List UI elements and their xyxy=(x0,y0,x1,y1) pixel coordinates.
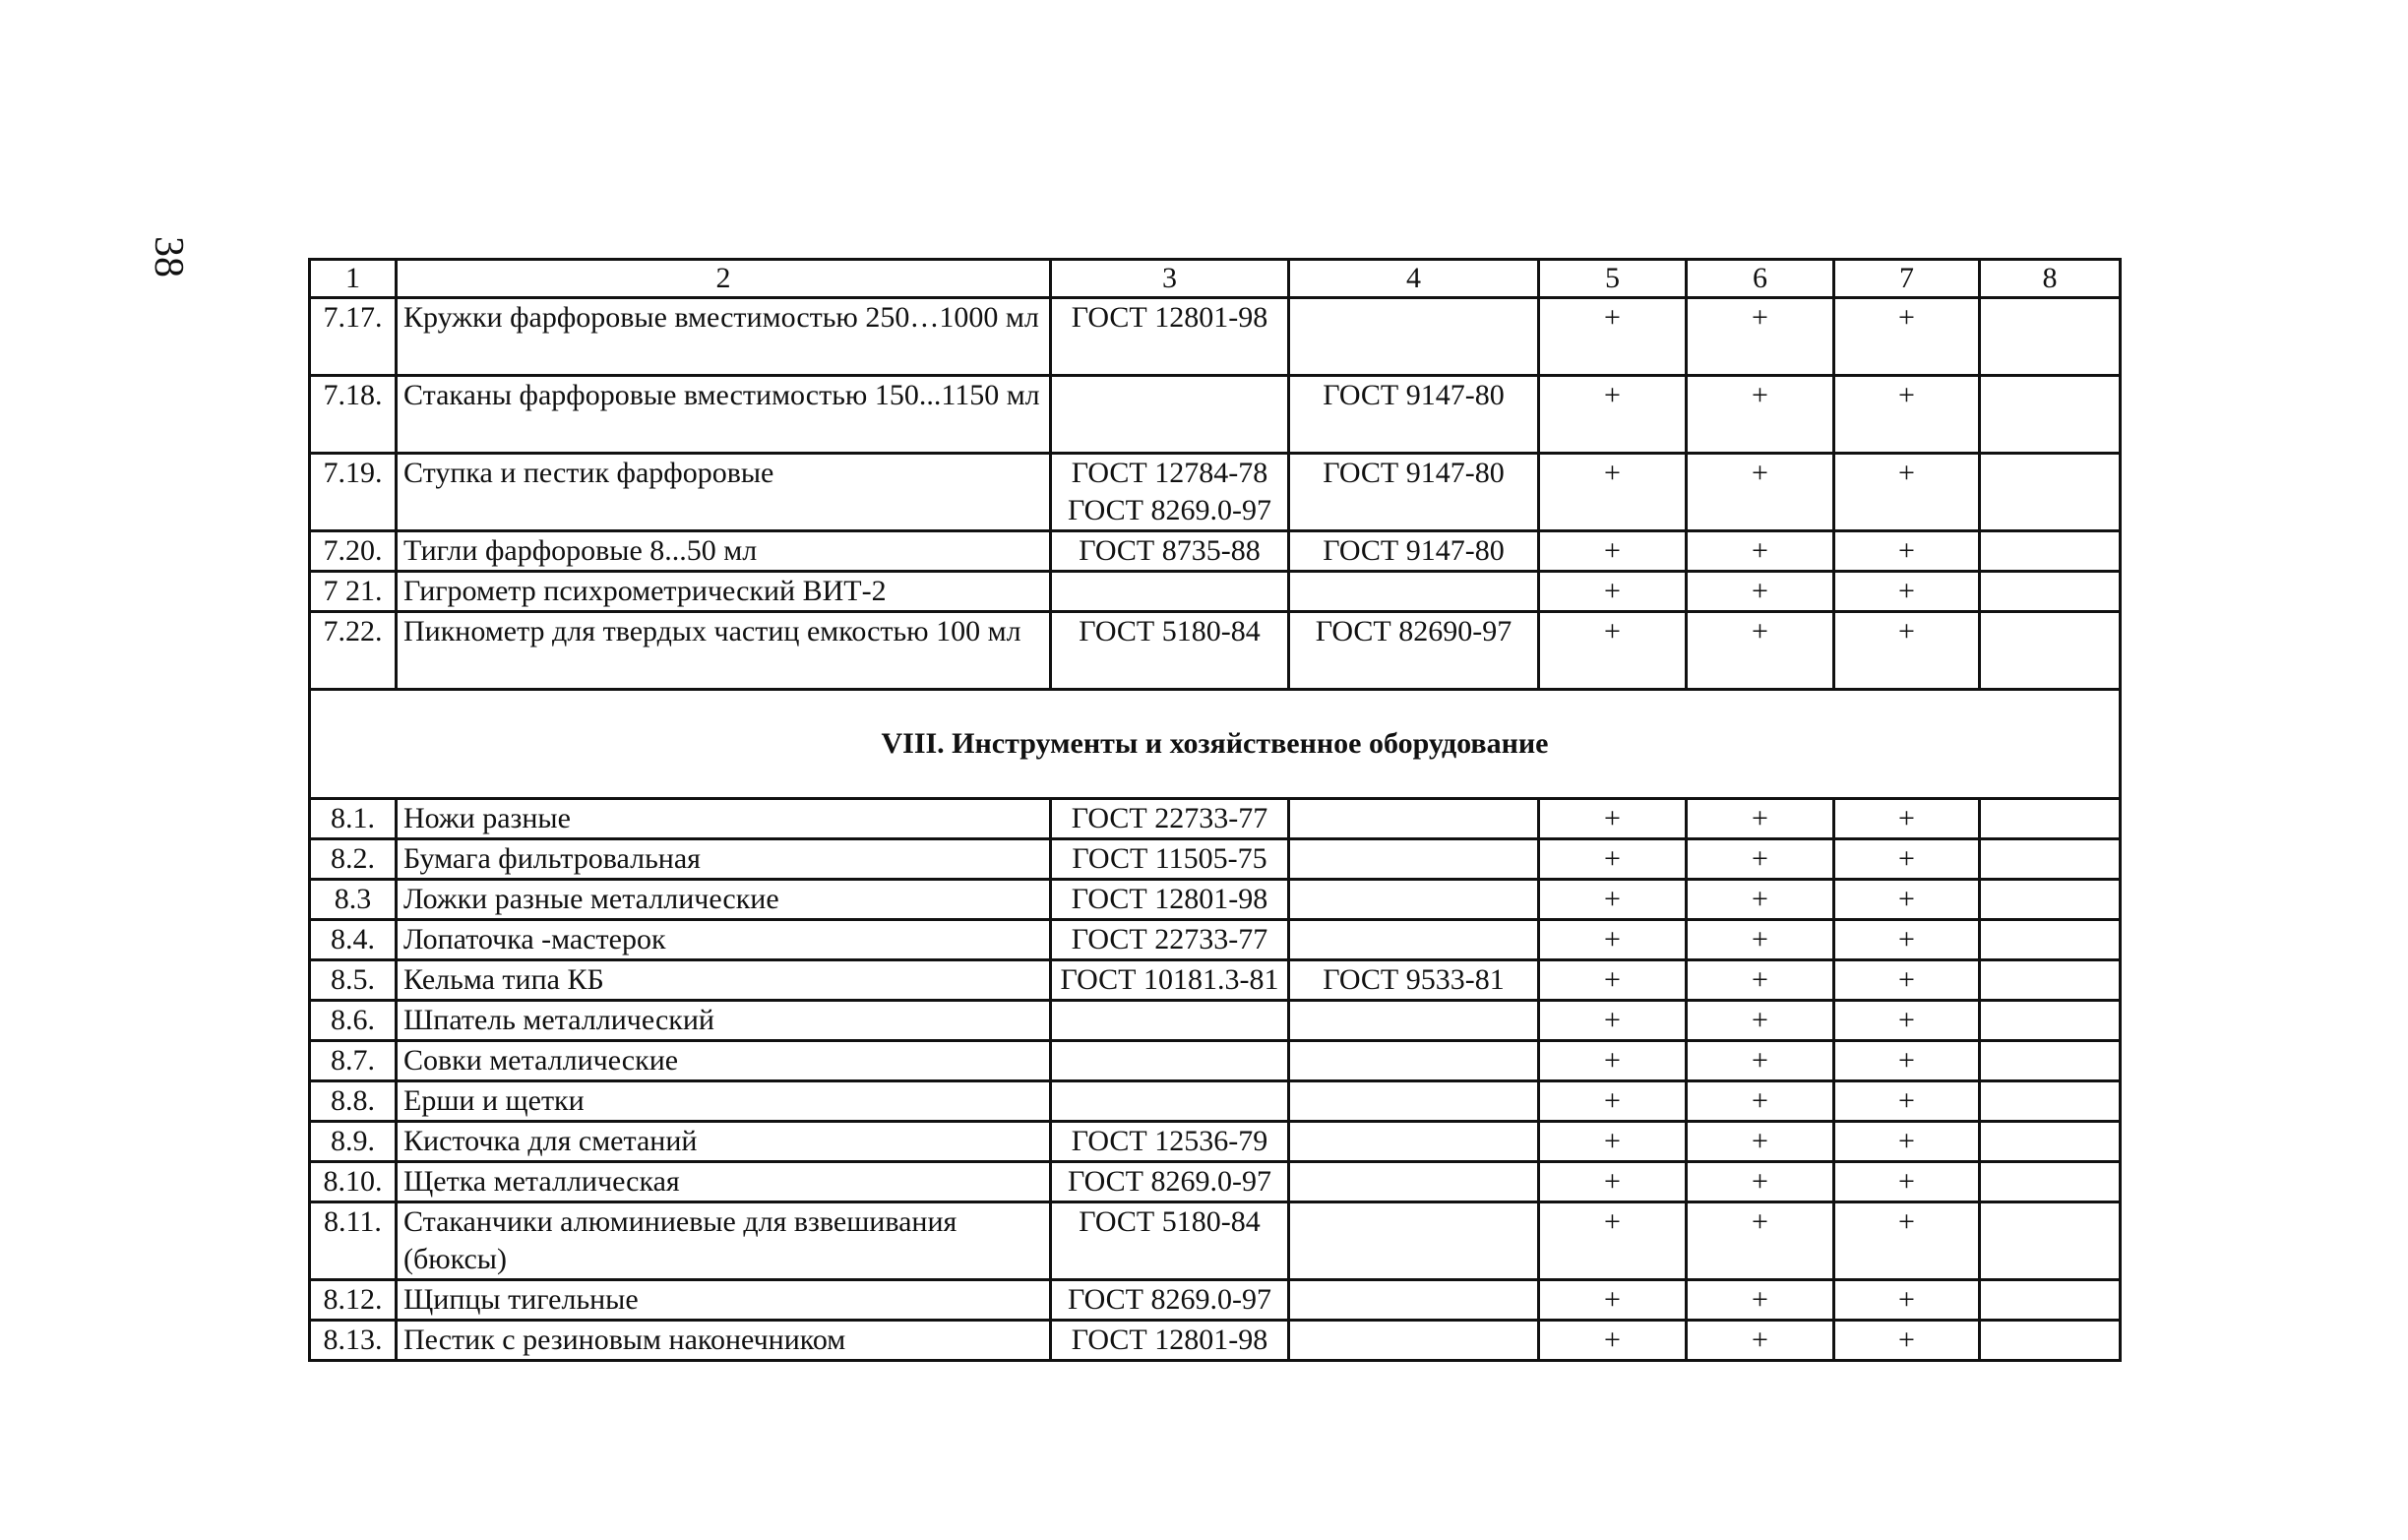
mark-col5: + xyxy=(1539,799,1687,839)
mark-col8 xyxy=(1980,960,2121,1001)
item-number: 8.7. xyxy=(310,1041,397,1081)
gost-standard-col4: ГОСТ 9147-80 xyxy=(1289,454,1539,531)
gost-standard: ГОСТ 12801-98 xyxy=(1071,1324,1268,1356)
table-row xyxy=(310,376,2121,454)
gost-standard-col4 xyxy=(1289,1001,1539,1041)
item-name: Стаканы фарфоровые вместимостью 150...1150 мл xyxy=(397,376,1051,454)
item-name: Пикнометр для твердых частиц емкостью 100 мл xyxy=(397,612,1051,690)
mark-col8 xyxy=(1980,799,2121,839)
item-number: 8.11. xyxy=(310,1202,397,1280)
gost-standard-col4 xyxy=(1289,572,1539,612)
item-name: Кельма типа КБ xyxy=(397,960,1051,1001)
gost-standard: ГОСТ 12784-78 xyxy=(1071,457,1268,489)
gost-standard-col3 xyxy=(1051,572,1289,612)
item-name: Бумага фильтровальная xyxy=(397,839,1051,880)
table-row xyxy=(310,1280,2121,1321)
mark-col5: + xyxy=(1539,1162,1687,1202)
mark-col8 xyxy=(1980,880,2121,920)
mark-col7: + xyxy=(1834,799,1980,839)
gost-standard: ГОСТ 5180-84 xyxy=(1079,615,1261,647)
item-name: Тигли фарфоровые 8...50 мл xyxy=(397,531,1051,572)
gost-standard-col4: ГОСТ 82690-97 xyxy=(1289,612,1539,690)
mark-col5: + xyxy=(1539,531,1687,572)
item-number: 7.20. xyxy=(310,531,397,572)
table-row xyxy=(310,298,2121,376)
table-row xyxy=(310,612,2121,690)
mark-col5: + xyxy=(1539,1321,1687,1361)
table-row xyxy=(310,1041,2121,1081)
mark-col6: + xyxy=(1687,1001,1834,1041)
mark-col7: + xyxy=(1834,1202,1980,1280)
gost-standard-col3 xyxy=(1051,1081,1289,1122)
gost-standard-col4 xyxy=(1289,1202,1539,1280)
gost-standard-col3 xyxy=(1051,531,1289,572)
gost-standard-col4 xyxy=(1289,1162,1539,1202)
mark-col8 xyxy=(1980,1001,2121,1041)
gost-standard-col4 xyxy=(1289,920,1539,960)
item-name: Ерши и щетки xyxy=(397,1081,1051,1122)
gost-standard-col4 xyxy=(1289,799,1539,839)
gost-standard-col3 xyxy=(1051,960,1289,1001)
item-name: Ножи разные xyxy=(397,799,1051,839)
gost-standard-col4 xyxy=(1289,1280,1539,1321)
mark-col6: + xyxy=(1687,920,1834,960)
mark-col7: + xyxy=(1834,1122,1980,1162)
mark-col8 xyxy=(1980,298,2121,376)
mark-col5: + xyxy=(1539,839,1687,880)
gost-standard: ГОСТ 8269.0-97 xyxy=(1068,1283,1271,1316)
mark-col5: + xyxy=(1539,1202,1687,1280)
table-row xyxy=(310,1081,2121,1122)
column-header: 6 xyxy=(1687,260,1834,298)
gost-standard: ГОСТ 12801-98 xyxy=(1071,883,1268,915)
mark-col5: + xyxy=(1539,1122,1687,1162)
mark-col6: + xyxy=(1687,1081,1834,1122)
mark-col5: + xyxy=(1539,880,1687,920)
gost-standard-col3 xyxy=(1051,1162,1289,1202)
mark-col6: + xyxy=(1687,454,1834,531)
item-number: 8.1. xyxy=(310,799,397,839)
table-row xyxy=(310,920,2121,960)
gost-standard-col4 xyxy=(1289,298,1539,376)
mark-col7: + xyxy=(1834,572,1980,612)
item-name: Стаканчики алюминиевые для взвешивания (бюксы) xyxy=(397,1202,1051,1280)
gost-standard-col3 xyxy=(1051,376,1289,454)
mark-col7: + xyxy=(1834,1081,1980,1122)
mark-col6: + xyxy=(1687,960,1834,1001)
gost-standard: ГОСТ 12536-79 xyxy=(1071,1125,1268,1157)
table-row xyxy=(310,960,2121,1001)
gost-standard-col4: ГОСТ 9147-80 xyxy=(1289,531,1539,572)
mark-col7: + xyxy=(1834,454,1980,531)
mark-col6: + xyxy=(1687,1041,1834,1081)
table-body xyxy=(310,260,2121,1361)
item-number: 7.18. xyxy=(310,376,397,454)
gost-standard-col3 xyxy=(1051,839,1289,880)
mark-col6: + xyxy=(1687,839,1834,880)
mark-col5: + xyxy=(1539,572,1687,612)
item-name: Кисточка для сметаний xyxy=(397,1122,1051,1162)
mark-col8 xyxy=(1980,376,2121,454)
item-name: Гигрометр психрометрический ВИТ-2 xyxy=(397,572,1051,612)
gost-standard-col4 xyxy=(1289,839,1539,880)
mark-col6: + xyxy=(1687,1280,1834,1321)
item-number: 8.8. xyxy=(310,1081,397,1122)
mark-col7: + xyxy=(1834,839,1980,880)
mark-col8 xyxy=(1980,1202,2121,1280)
mark-col7: + xyxy=(1834,298,1980,376)
gost-standard: ГОСТ 8735-88 xyxy=(1079,534,1261,567)
item-name: Щетка металлическая xyxy=(397,1162,1051,1202)
table-row xyxy=(310,839,2121,880)
mark-col6: + xyxy=(1687,531,1834,572)
item-number: 7.22. xyxy=(310,612,397,690)
mark-col5: + xyxy=(1539,1041,1687,1081)
mark-col6: + xyxy=(1687,799,1834,839)
mark-col7: + xyxy=(1834,1001,1980,1041)
gost-standard: ГОСТ 11505-75 xyxy=(1072,842,1267,875)
mark-col7: + xyxy=(1834,880,1980,920)
mark-col7: + xyxy=(1834,1280,1980,1321)
gost-standard-col3 xyxy=(1051,1321,1289,1361)
item-number: 7.19. xyxy=(310,454,397,531)
mark-col6: + xyxy=(1687,1321,1834,1361)
column-number-row xyxy=(310,260,2121,298)
item-name: Лопаточка -мастерок xyxy=(397,920,1051,960)
gost-standard: ГОСТ 22733-77 xyxy=(1071,923,1268,955)
section-title: VIII. Инструменты и хозяйственное оборудование xyxy=(310,690,2121,799)
gost-standard-col3 xyxy=(1051,1041,1289,1081)
item-name: Щипцы тигельные xyxy=(397,1280,1051,1321)
item-number: 7.17. xyxy=(310,298,397,376)
mark-col5: + xyxy=(1539,960,1687,1001)
mark-col8 xyxy=(1980,920,2121,960)
mark-col7: + xyxy=(1834,1321,1980,1361)
column-header: 1 xyxy=(310,260,397,298)
gost-standard: ГОСТ 10181.3-81 xyxy=(1060,963,1279,996)
gost-standard-col3 xyxy=(1051,454,1289,531)
mark-col6: + xyxy=(1687,1122,1834,1162)
table-row xyxy=(310,572,2121,612)
item-number: 7 21. xyxy=(310,572,397,612)
table-row xyxy=(310,1122,2121,1162)
mark-col7: + xyxy=(1834,612,1980,690)
table-row xyxy=(310,1202,2121,1280)
mark-col7: + xyxy=(1834,960,1980,1001)
equipment-table xyxy=(308,258,2122,1362)
gost-standard-col3 xyxy=(1051,1280,1289,1321)
table-row xyxy=(310,880,2121,920)
mark-col8 xyxy=(1980,612,2121,690)
mark-col8 xyxy=(1980,1280,2121,1321)
item-name: Пестик с резиновым наконечником xyxy=(397,1321,1051,1361)
item-number: 8.3 xyxy=(310,880,397,920)
item-name: Кружки фарфоровые вместимостью 250…1000 мл xyxy=(397,298,1051,376)
item-name: Ступка и пестик фарфоровые xyxy=(397,454,1051,531)
mark-col7: + xyxy=(1834,531,1980,572)
table-row xyxy=(310,1321,2121,1361)
mark-col8 xyxy=(1980,1041,2121,1081)
item-number: 8.2. xyxy=(310,839,397,880)
mark-col8 xyxy=(1980,454,2121,531)
column-header: 4 xyxy=(1289,260,1539,298)
gost-standard-col4: ГОСТ 9533-81 xyxy=(1289,960,1539,1001)
mark-col5: + xyxy=(1539,612,1687,690)
item-number: 8.9. xyxy=(310,1122,397,1162)
mark-col7: + xyxy=(1834,1041,1980,1081)
mark-col8 xyxy=(1980,572,2121,612)
mark-col5: + xyxy=(1539,298,1687,376)
gost-standard-col4 xyxy=(1289,1041,1539,1081)
column-header: 8 xyxy=(1980,260,2121,298)
gost-standard: ГОСТ 5180-84 xyxy=(1079,1205,1261,1238)
gost-standard-col3 xyxy=(1051,799,1289,839)
mark-col5: + xyxy=(1539,376,1687,454)
gost-standard: ГОСТ 8269.0-97 xyxy=(1068,1165,1271,1198)
gost-standard-col4: ГОСТ 9147-80 xyxy=(1289,376,1539,454)
mark-col8 xyxy=(1980,1162,2121,1202)
item-number: 8.5. xyxy=(310,960,397,1001)
item-number: 8.12. xyxy=(310,1280,397,1321)
gost-standard-col3 xyxy=(1051,1122,1289,1162)
gost-standard-col4 xyxy=(1289,880,1539,920)
mark-col5: + xyxy=(1539,1001,1687,1041)
section-header-row xyxy=(310,690,2121,799)
gost-standard-col3 xyxy=(1051,880,1289,920)
gost-standard-col3 xyxy=(1051,920,1289,960)
mark-col8 xyxy=(1980,1122,2121,1162)
page-number: 38 xyxy=(146,236,191,277)
item-number: 8.13. xyxy=(310,1321,397,1361)
gost-standard-col4 xyxy=(1289,1321,1539,1361)
mark-col7: + xyxy=(1834,376,1980,454)
mark-col8 xyxy=(1980,1321,2121,1361)
mark-col5: + xyxy=(1539,1081,1687,1122)
item-name: Ложки разные металлические xyxy=(397,880,1051,920)
gost-standard-col4 xyxy=(1289,1081,1539,1122)
mark-col8 xyxy=(1980,531,2121,572)
mark-col6: + xyxy=(1687,1202,1834,1280)
mark-col8 xyxy=(1980,1081,2121,1122)
column-header: 7 xyxy=(1834,260,1980,298)
table-row xyxy=(310,454,2121,531)
table-row xyxy=(310,799,2121,839)
mark-col6: + xyxy=(1687,376,1834,454)
gost-standard-col3 xyxy=(1051,298,1289,376)
gost-standard-second: ГОСТ 8269.0-97 xyxy=(1068,494,1271,526)
mark-col5: + xyxy=(1539,1280,1687,1321)
table-row xyxy=(310,1162,2121,1202)
table-row xyxy=(310,1001,2121,1041)
mark-col8 xyxy=(1980,839,2121,880)
gost-standard-col3 xyxy=(1051,1202,1289,1280)
mark-col5: + xyxy=(1539,920,1687,960)
mark-col7: + xyxy=(1834,1162,1980,1202)
column-header: 5 xyxy=(1539,260,1687,298)
mark-col6: + xyxy=(1687,298,1834,376)
column-header: 2 xyxy=(397,260,1051,298)
mark-col6: + xyxy=(1687,880,1834,920)
mark-col6: + xyxy=(1687,612,1834,690)
mark-col6: + xyxy=(1687,1162,1834,1202)
mark-col5: + xyxy=(1539,454,1687,531)
item-name: Совки металлические xyxy=(397,1041,1051,1081)
gost-standard-col3 xyxy=(1051,612,1289,690)
item-number: 8.4. xyxy=(310,920,397,960)
mark-col7: + xyxy=(1834,920,1980,960)
gost-standard-col4 xyxy=(1289,1122,1539,1162)
column-header: 3 xyxy=(1051,260,1289,298)
gost-standard-col3 xyxy=(1051,1001,1289,1041)
gost-standard: ГОСТ 22733-77 xyxy=(1071,802,1268,834)
item-number: 8.6. xyxy=(310,1001,397,1041)
mark-col6: + xyxy=(1687,572,1834,612)
gost-standard: ГОСТ 12801-98 xyxy=(1071,301,1268,334)
item-number: 8.10. xyxy=(310,1162,397,1202)
item-name: Шпатель металлический xyxy=(397,1001,1051,1041)
table-row xyxy=(310,531,2121,572)
